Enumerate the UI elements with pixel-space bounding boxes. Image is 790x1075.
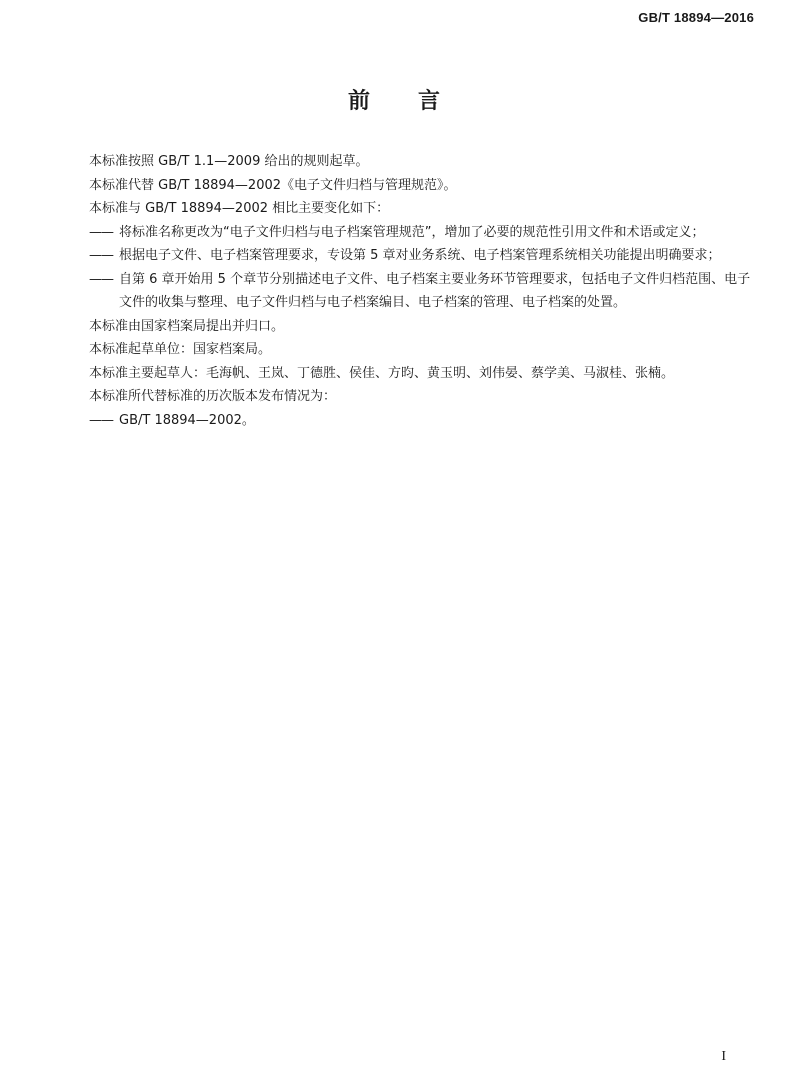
dash-marker: —— xyxy=(89,271,113,287)
change-item xyxy=(89,268,754,315)
standard-code: GB/T 18894—2016 xyxy=(638,10,754,25)
paragraph-drafting-rules: 本标准按照 GB/T 1.1—2009 给出的规则起草。 xyxy=(89,154,369,169)
change-item xyxy=(89,221,754,245)
paragraph-drafting-unit: 本标准起草单位：国家档案局。 xyxy=(89,342,272,357)
dash-marker: —— xyxy=(89,412,113,428)
paragraph-replaces: 本标准代替 GB/T 18894—2002《电子文件归档与管理规范》。 xyxy=(89,177,457,193)
paragraph-drafters: 本标准主要起草人：毛海帆、王岚、丁德胜、侯佳、方昀、黄玉明、刘伟晏、蔡学美、马淑桂、张楠。 xyxy=(89,365,675,381)
paragraph-changes-intro: 本标准与 GB/T 18894—2002 相比主要变化如下： xyxy=(89,201,390,216)
title-char-2: 言 xyxy=(418,89,443,114)
paragraph-history-intro: 本标准所代替标准的历次版本发布情况为： xyxy=(89,389,337,404)
paragraph-proposer: 本标准由国家档案局提出并归口。 xyxy=(89,318,285,334)
dash-marker: —— xyxy=(89,248,113,263)
page-number: I xyxy=(721,1049,726,1064)
history-item xyxy=(89,409,754,433)
change-item-text: 自第 6 章开始用 5 个章节分别描述电子文件、电子档案主要业务环节管理要求，包括电子文件归档范围、电子文件的收集与整理、电子文件归档与电子档案编目、电子档案的管理、电子档案的处置。 xyxy=(119,271,751,310)
change-item xyxy=(89,244,754,268)
history-item-text: GB/T 18894—2002。 xyxy=(119,412,255,428)
dash-marker: —— xyxy=(89,224,113,240)
foreword-body xyxy=(89,150,754,432)
title-char-1: 前 xyxy=(347,89,372,114)
change-item-text: 将标准名称更改为“电子文件归档与电子档案管理规范”，增加了必要的规范性引用文件和术语或定义； xyxy=(119,224,705,240)
change-item-text: 根据电子文件、电子档案管理要求，专设第 5 章对业务系统、电子档案管理系统相关功能提出明确要求； xyxy=(119,248,721,263)
page-title xyxy=(0,84,790,115)
